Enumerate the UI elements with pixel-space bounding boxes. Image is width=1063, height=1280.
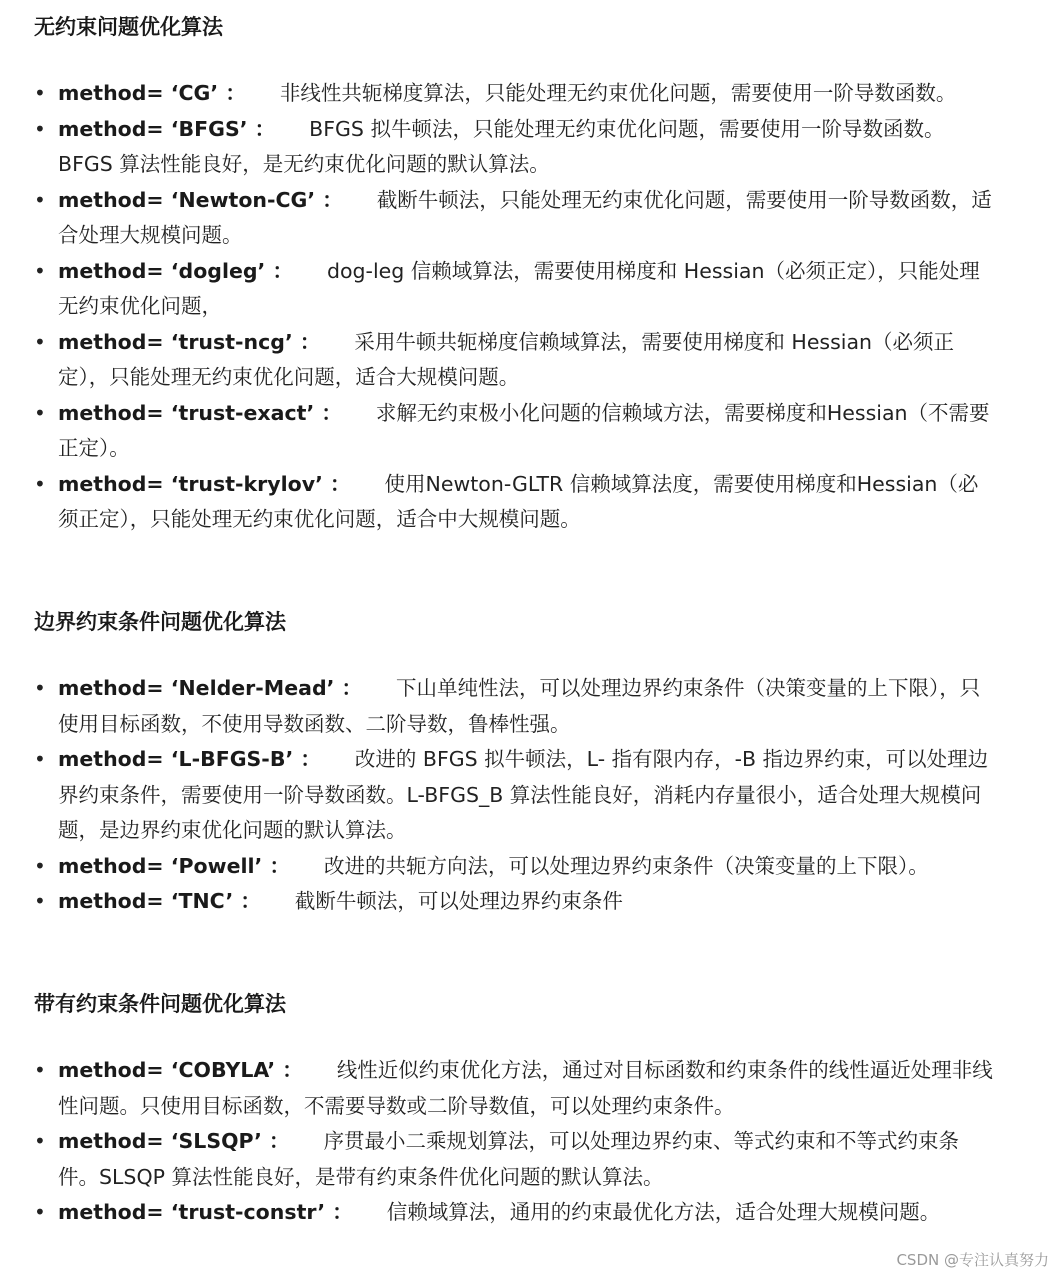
list-item (0, 849, 1063, 885)
method-list-bound-constrained (0, 671, 1063, 920)
method-description: 序贯最小二乘规划算法，可以处理边界约束、等式约束和不等式约束条件。SLSQP 算法性能良好，是带有约束条件优化问题的默认算法。 (58, 1129, 960, 1189)
method-code: method= ‘SLSQP’ ： (58, 1129, 290, 1153)
method-description: 使用Newton-GLTR 信赖域算法度，需要使用梯度和Hessian（必须正定），只能处理无约束优化问题，适合中大规模问题。 (58, 471, 979, 531)
bullet-icon: • (34, 400, 46, 425)
method-description: BFGS 拟牛顿法，只能处理无约束优化问题，需要使用一阶导数函数。BFGS 算法性能良好，是无约束优化问题的默认算法。 (58, 116, 945, 176)
list-item (0, 254, 1063, 325)
method-code: method= ‘trust-exact’ ： (58, 400, 342, 425)
list-item (0, 76, 1063, 112)
section-title-unconstrained: 无约束问题优化算法 (34, 15, 223, 39)
section-title-constrained: 带有约束条件问题优化算法 (34, 992, 286, 1016)
bullet-icon: • (34, 747, 46, 771)
bullet-icon: • (34, 889, 46, 913)
list-item (0, 884, 1063, 920)
bullet-icon: • (34, 187, 46, 212)
method-list-constrained (0, 1053, 1063, 1231)
method-code: method= ‘L-BFGS-B’ ： (58, 747, 321, 771)
list-item (0, 325, 1063, 396)
method-description: 信赖域算法，通用的约束最优化方法，适合处理大规模问题。 (386, 1200, 941, 1224)
method-description: 非线性共轭梯度算法，只能处理无约束优化问题，需要使用一阶导数函数。 (279, 81, 957, 105)
list-item (0, 183, 1063, 254)
bullet-icon: • (34, 329, 46, 354)
method-description: 改进的共轭方向法，可以处理边界约束条件（决策变量的上下限）。 (323, 853, 929, 878)
method-code: method= ‘Nelder-Mead’ ： (58, 676, 363, 700)
method-code: method= ‘Powell’ ： (58, 853, 290, 878)
bullet-icon: • (34, 258, 46, 283)
method-description: dog-leg 信赖域算法，需要使用梯度和 Hessian（必须正定），只能处理无约束优化问题， (58, 258, 980, 318)
list-item (0, 1053, 1063, 1124)
method-code: method= ‘BFGS’ ： (58, 116, 276, 141)
method-code: method= ‘trust-krylov’ ： (58, 471, 351, 496)
bullet-icon: • (34, 676, 46, 700)
method-description: 采用牛顿共轭梯度信赖域算法，需要使用梯度和 Hessian（必须正定），只能处理无约束优化问题，适合大规模问题。 (58, 329, 955, 389)
method-code: method= ‘trust-ncg’ ： (58, 329, 321, 354)
method-code: method= ‘CG’ ： (58, 81, 246, 105)
method-code: method= ‘trust-constr’ ： (58, 1200, 353, 1224)
method-list-unconstrained (0, 76, 1063, 538)
list-item (0, 467, 1063, 538)
bullet-icon: • (34, 81, 46, 105)
list-item (0, 1124, 1063, 1195)
list-item (0, 396, 1063, 467)
method-code: method= ‘dogleg’ ： (58, 258, 293, 283)
method-code: method= ‘TNC’ ： (58, 889, 261, 913)
bullet-icon: • (34, 1129, 46, 1153)
method-description: 下山单纯性法，可以处理边界约束条件（决策变量的上下限），只使用目标函数，不使用导数函数、二阶导数，鲁棒性强。 (58, 676, 981, 736)
list-item (0, 112, 1063, 183)
watermark: CSDN @专注认真努力 (896, 1251, 1049, 1269)
bullet-icon: • (34, 1058, 46, 1082)
method-description: 求解无约束极小化问题的信赖域方法，需要梯度和Hessian（不需要正定）。 (58, 400, 990, 460)
bullet-icon: • (34, 116, 46, 141)
list-item (0, 1195, 1063, 1231)
method-description: 截断牛顿法，可以处理边界约束条件 (294, 889, 623, 913)
method-description: 线性近似约束优化方法，通过对目标函数和约束条件的线性逼近处理非线性问题。只使用目标函数，不需要导数或二阶导数值，可以处理约束条件。 (58, 1058, 993, 1118)
section-title-bound-constrained: 边界约束条件问题优化算法 (34, 610, 286, 634)
list-item (0, 671, 1063, 742)
method-description: 截断牛顿法，只能处理无约束优化问题，需要使用一阶导数函数，适合处理大规模问题。 (58, 187, 992, 247)
method-code: method= ‘Newton-CG’ ： (58, 187, 343, 212)
method-description: 改进的 BFGS 拟牛顿法，L- 指有限内存，-B 指边界约束，可以处理边界约束条件，需要使用一阶导数函数。L-BFGS_B 算法性能良好，消耗内存量很小，适合处理大规模问题，是边界约束优化问题的默认算法。 (58, 747, 989, 842)
bullet-icon: • (34, 853, 46, 878)
list-item (0, 742, 1063, 849)
method-code: method= ‘COBYLA’ ： (58, 1058, 303, 1082)
bullet-icon: • (34, 1200, 46, 1224)
bullet-icon: • (34, 471, 46, 496)
